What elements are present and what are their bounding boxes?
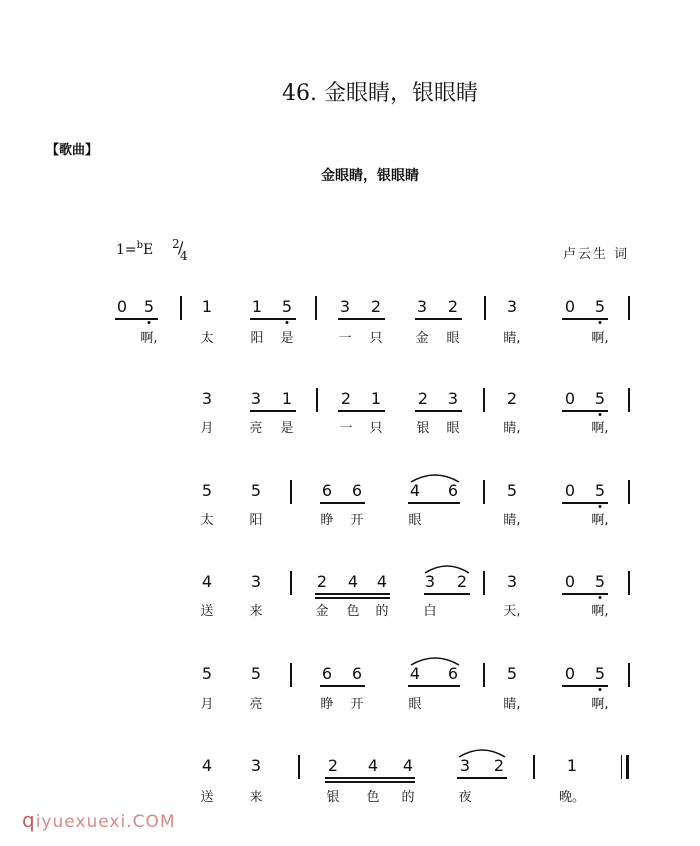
- beam-underline: [408, 502, 460, 504]
- note: 3: [250, 572, 262, 591]
- lyric-char: 啊,: [591, 513, 609, 528]
- beam-underline: [325, 777, 415, 779]
- note: 3: [447, 389, 459, 408]
- barline: [628, 571, 630, 595]
- lyric-char: 啊,: [591, 331, 609, 346]
- watermark-rest: iyuexuexi.COM: [35, 812, 176, 832]
- note: 5: [281, 297, 293, 316]
- time-signature: [172, 238, 188, 262]
- beam-underline: [315, 597, 390, 599]
- note: 0: [116, 297, 128, 316]
- note: 1: [251, 297, 263, 316]
- beam-underline: [415, 318, 462, 320]
- lyric-char: 眼: [408, 513, 422, 528]
- lyric-char: 银: [416, 421, 430, 436]
- note: 3: [424, 572, 436, 591]
- note: 5: [506, 481, 518, 500]
- beam-underline: [338, 318, 385, 320]
- barline: [484, 296, 486, 320]
- barline: [628, 296, 630, 320]
- watermark-first: q: [22, 808, 36, 832]
- barline-thin: [621, 755, 622, 779]
- note: 4: [201, 572, 213, 591]
- note: 2: [506, 389, 518, 408]
- note: 2: [340, 389, 352, 408]
- barline: [483, 388, 485, 412]
- lyric-char: 啊,: [591, 604, 609, 619]
- beam-underline: [338, 410, 385, 412]
- low-octave-dot: [599, 505, 602, 508]
- note: 4: [409, 664, 421, 683]
- lyric-char: 啊,: [591, 421, 609, 436]
- lyric-char: 眼: [446, 421, 460, 436]
- barline: [626, 755, 629, 779]
- lyric-char: 是: [280, 421, 294, 436]
- lyric-char: 来: [249, 790, 263, 805]
- key-flat: b: [136, 240, 144, 251]
- note: 4: [347, 572, 359, 591]
- note: 2: [417, 389, 429, 408]
- note: 4: [367, 756, 379, 775]
- note: 4: [409, 481, 421, 500]
- note: 3: [339, 297, 351, 316]
- lyric-char: 睁: [320, 513, 334, 528]
- beam-underline: [457, 777, 507, 779]
- barline: [316, 388, 318, 412]
- beam-underline: [562, 502, 608, 504]
- note: 0: [564, 664, 576, 683]
- note: 3: [201, 389, 213, 408]
- lyric-char: 的: [401, 790, 415, 805]
- barline: [290, 571, 292, 595]
- lyric-char: 金: [415, 331, 429, 346]
- note: 6: [321, 481, 333, 500]
- note: 3: [250, 389, 262, 408]
- barline: [628, 388, 630, 412]
- note: 0: [564, 297, 576, 316]
- low-octave-dot: [599, 596, 602, 599]
- lyric-char: 来: [249, 604, 263, 619]
- genre-label: 【歌曲】: [46, 143, 99, 158]
- beam-underline: [320, 502, 365, 504]
- note: 3: [459, 756, 471, 775]
- lyric-char: 银: [326, 790, 340, 805]
- lyric-char: 啊,: [140, 331, 158, 346]
- note: 5: [250, 664, 262, 683]
- meter-top: 2: [172, 237, 180, 251]
- lyric-char: 睁: [320, 697, 334, 712]
- lyric-char: 夜: [458, 790, 472, 805]
- key-signature: [116, 242, 153, 258]
- note: 5: [201, 664, 213, 683]
- note: 2: [327, 756, 339, 775]
- beam-underline: [408, 685, 460, 687]
- lyric-char: 眼: [446, 331, 460, 346]
- note: 0: [564, 481, 576, 500]
- lyric-char: 月: [200, 697, 214, 712]
- beam-underline: [424, 593, 470, 595]
- song-title: 46. 金眼睛，银眼睛: [282, 81, 478, 106]
- note: 1: [370, 389, 382, 408]
- lyric-char: 晚。: [558, 790, 586, 805]
- note: 5: [506, 664, 518, 683]
- note: 3: [250, 756, 262, 775]
- lyric-char: 白: [423, 604, 437, 619]
- low-octave-dot: [599, 413, 602, 416]
- low-octave-dot: [599, 688, 602, 691]
- note: 2: [316, 572, 328, 591]
- lyric-char: 是: [280, 331, 294, 346]
- note: 4: [201, 756, 213, 775]
- barline: [628, 663, 630, 687]
- lyric-char: 阳: [249, 513, 263, 528]
- beam-underline: [562, 685, 608, 687]
- beam-underline: [250, 318, 296, 320]
- barline: [298, 755, 300, 779]
- lyric-char: 一: [339, 421, 353, 436]
- barline: [483, 480, 485, 504]
- lyric-char: 金: [315, 604, 329, 619]
- note: 3: [416, 297, 428, 316]
- barline: [315, 296, 317, 320]
- lyric-char: 阳: [250, 331, 264, 346]
- key-note: E: [143, 242, 154, 258]
- low-octave-dot: [599, 321, 602, 324]
- slur-arc: [410, 654, 460, 666]
- beam-underline: [250, 410, 296, 412]
- note: 6: [351, 481, 363, 500]
- low-octave-dot: [286, 321, 289, 324]
- lyric-char: 月: [200, 421, 214, 436]
- note: 1: [281, 389, 293, 408]
- barline: [290, 663, 292, 687]
- beam-underline: [415, 410, 462, 412]
- note: 5: [594, 297, 606, 316]
- lyric-char: 睛,: [503, 697, 521, 712]
- song-subtitle: 金眼睛，银眼睛: [321, 168, 419, 184]
- meter-slash: /: [178, 238, 184, 257]
- note: 5: [594, 389, 606, 408]
- note: 5: [594, 481, 606, 500]
- lyric-char: 的: [375, 604, 389, 619]
- note: 5: [594, 664, 606, 683]
- note: 3: [506, 572, 518, 591]
- lyric-char: 只: [369, 331, 383, 346]
- beam-underline: [115, 318, 158, 320]
- lyric-char: 开: [350, 697, 364, 712]
- barline: [483, 571, 485, 595]
- note: 4: [402, 756, 414, 775]
- lyric-char: 色: [346, 604, 360, 619]
- note: 2: [456, 572, 468, 591]
- beam-underline: [562, 318, 608, 320]
- note: 5: [143, 297, 155, 316]
- barline: [180, 296, 182, 320]
- lyric-char: 色: [366, 790, 380, 805]
- lyric-char: 太: [200, 513, 214, 528]
- lyric-char: 送: [200, 790, 214, 805]
- note: 2: [447, 297, 459, 316]
- note: 6: [351, 664, 363, 683]
- note: 0: [564, 389, 576, 408]
- note: 6: [321, 664, 333, 683]
- slur-arc: [458, 746, 506, 758]
- note: 6: [447, 481, 459, 500]
- lyric-char: 送: [200, 604, 214, 619]
- slur-arc: [424, 562, 470, 574]
- beam-underline: [562, 593, 608, 595]
- note: 3: [506, 297, 518, 316]
- lyric-char: 太: [200, 331, 214, 346]
- note: 2: [493, 756, 505, 775]
- lyric-char: 一: [338, 331, 352, 346]
- note: 4: [376, 572, 388, 591]
- beam-underline: [315, 593, 390, 595]
- lyric-char: 眼: [408, 697, 422, 712]
- slur-arc: [410, 471, 460, 483]
- lyric-char: 亮: [249, 421, 263, 436]
- note: 0: [564, 572, 576, 591]
- note: 5: [250, 481, 262, 500]
- beam-underline: [320, 685, 365, 687]
- note: 5: [594, 572, 606, 591]
- beam-underline: [325, 781, 415, 783]
- note: 5: [201, 481, 213, 500]
- lyric-char: 开: [350, 513, 364, 528]
- barline: [628, 480, 630, 504]
- note: 6: [447, 664, 459, 683]
- low-octave-dot: [148, 321, 151, 324]
- lyric-char: 睛,: [503, 331, 521, 346]
- note: 1: [201, 297, 213, 316]
- key-prefix: 1=: [116, 242, 137, 258]
- lyric-char: 亮: [249, 697, 263, 712]
- note: 1: [566, 756, 578, 775]
- lyric-char: 天,: [503, 604, 521, 619]
- barline: [483, 663, 485, 687]
- barline: [533, 755, 535, 779]
- lyricist-credit: 卢云生 词: [563, 247, 630, 262]
- beam-underline: [562, 410, 608, 412]
- lyric-char: 只: [369, 421, 383, 436]
- lyric-char: 睛,: [503, 513, 521, 528]
- meter-bottom: 4: [180, 249, 188, 263]
- lyric-char: 啊,: [591, 697, 609, 712]
- site-watermark: [22, 808, 176, 832]
- lyric-char: 睛,: [503, 421, 521, 436]
- barline: [290, 480, 292, 504]
- note: 2: [370, 297, 382, 316]
